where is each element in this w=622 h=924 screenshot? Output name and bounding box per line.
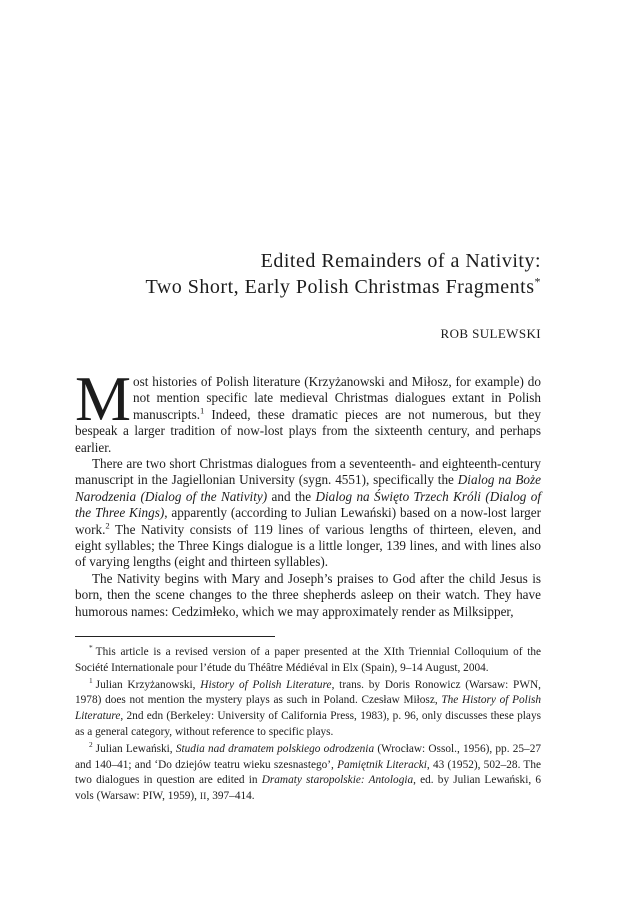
paragraph-dialogues: There are two short Christmas dialogues from a seventeenth- and eighteenth-century manuscript in the Jagiellonian University (sygn. 4551), specifically the Dialog na Boże Narodzenia (Dialog of the Nativity) and the Dialog na Święto Trzech Króli (Dialog of the Three Kings), apparently (according to Julian Lewański) based on a now-lost larger work.$^2$ The Nativity consists of 119 lines of various lengths of thirteen, eleven, and eight syllables; the Three Kings dialogue is a little longer, 139 lines, and with lines also of varying lengths (eight and thirteen syllables). bbox=[75, 456, 542, 570]
footnote-asterisk-text: This article is a revised version of a paper presented at the XIth Triennial Colloquium of the Société Internationale pour l’étude du Théâtre Médiéval in Elx (Spain), 9–14 August, 2004. bbox=[75, 646, 541, 674]
title-line-2-text: Two Short, Early Polish Christmas Fragments bbox=[145, 276, 535, 298]
footnote-marker-1: 1 bbox=[89, 675, 93, 685]
title-footnote-marker: * bbox=[534, 274, 541, 289]
footnote-marker-2: 2 bbox=[89, 740, 93, 750]
footnote-2 bbox=[75, 742, 541, 806]
footnotes-section bbox=[75, 645, 541, 806]
footnote-separator-rule bbox=[75, 636, 275, 637]
article-title bbox=[75, 248, 541, 300]
paragraph-intro bbox=[75, 364, 541, 456]
footnote-asterisk bbox=[75, 645, 541, 677]
title-line-1: Edited Remainders of a Nativity: bbox=[260, 250, 541, 272]
title-line-2 bbox=[75, 274, 541, 300]
footnote-marker-asterisk: * bbox=[89, 643, 93, 653]
footnote-1-text: Julian Krzyżanowski, History of Polish Literature, trans. by Doris Ronowicz (Warsaw: PWN, 1978) does not mention the mystery plays as such in Poland. Czesław Miłosz, The History of Polish Literature, 2nd edn (Berkeley: University of California Press, 1983), p. 96, only discusses these plays as a general category, without reference to specific plays. bbox=[75, 678, 541, 739]
paragraph-nativity-summary: The Nativity begins with Mary and Joseph’s praises to God after the child Jesus is born, then the scene changes to the three shepherds asleep on their watch. They have humorous names: Cedzimłeko, which we may approximately render as Milksipper, bbox=[75, 570, 541, 619]
drop-cap: M bbox=[75, 364, 132, 434]
paragraph-intro-text: ost histories of Polish literature (Krzyżanowski and Miłosz, for example) do not mention specific late medieval Christmas dialogues extant in Polish manuscripts.$^1$ Indeed, these dramatic pieces are not numerous, but they bespeak a larger tradition of now-lost plays from the sixteenth century, and perhaps earlier. bbox=[75, 374, 541, 455]
article-body bbox=[75, 364, 542, 620]
footnote-1 bbox=[75, 675, 541, 741]
footnote-2-text: Julian Lewański, Studia nad dramatem polskiego odrodzenia (Wrocław: Ossol., 1956), pp. 25–27 and 140–41; and ‘Do dziejów teatru wieku szesnastego’, Pamiętnik Literacki, 43 (1952), 502–28. The two dialogues in question are edited in Dramaty staropolskie: Antologia, ed. by Julian Lewański, 6 vols (Warsaw: PIW, 1959), II, 397–414. bbox=[75, 742, 541, 803]
author-name: ROB SULEWSKI bbox=[440, 326, 541, 341]
